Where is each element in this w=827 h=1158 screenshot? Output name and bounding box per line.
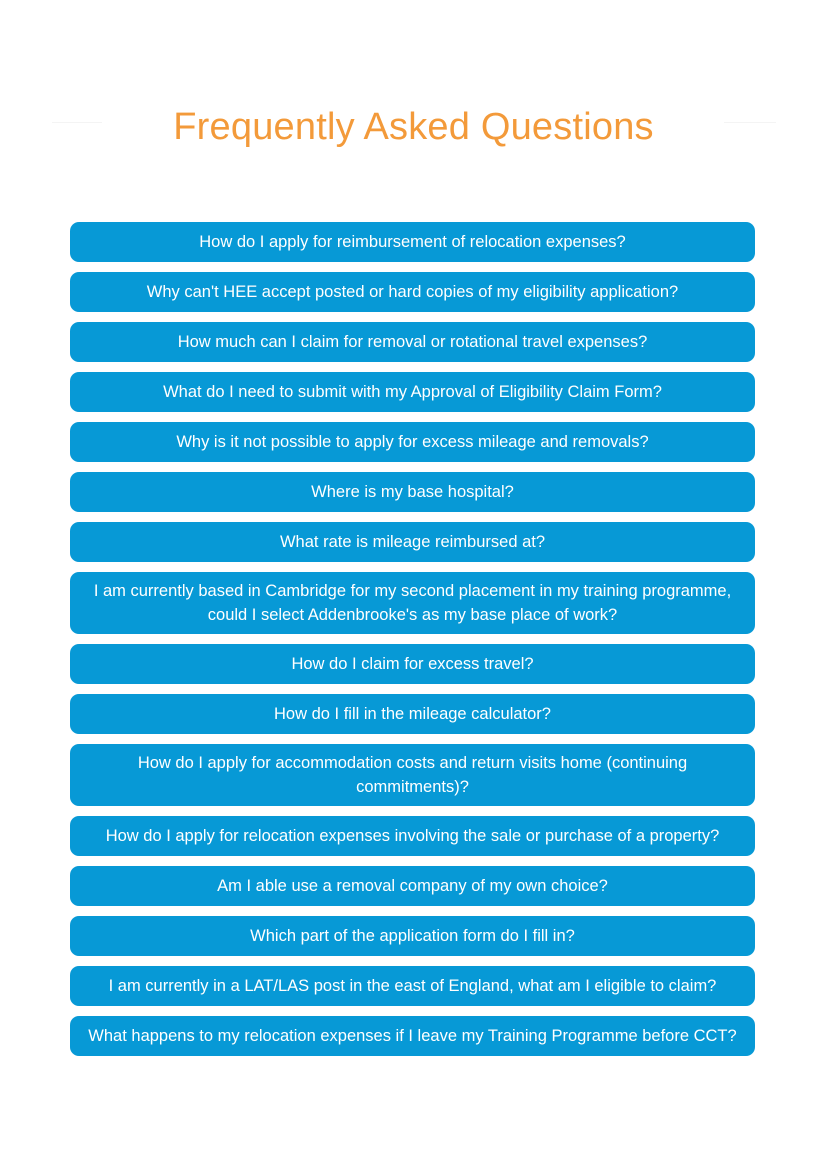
faq-question-removal-company[interactable]: Am I able use a removal company of my own choice? (70, 866, 755, 906)
faq-question-mileage-calculator[interactable]: How do I fill in the mileage calculator? (70, 694, 755, 734)
faq-question-cambridge-base[interactable]: I am currently based in Cambridge for my second placement in my training programme, could I select Addenbrooke's as my base place of work? (70, 572, 755, 634)
faq-question-posted-copies[interactable]: Why can't HEE accept posted or hard copies of my eligibility application? (70, 272, 755, 312)
faq-question-leave-before-cct[interactable]: What happens to my relocation expenses if I leave my Training Programme before CCT? (70, 1016, 755, 1056)
faq-question-accommodation-costs[interactable]: How do I apply for accommodation costs and return visits home (continuing commitments)? (70, 744, 755, 806)
faq-question-base-hospital[interactable]: Where is my base hospital? (70, 472, 755, 512)
faq-question-removal-rotational-travel[interactable]: How much can I claim for removal or rotational travel expenses? (70, 322, 755, 362)
page-title: Frequently Asked Questions (173, 106, 654, 148)
faq-question-property-sale-purchase[interactable]: How do I apply for relocation expenses involving the sale or purchase of a property? (70, 816, 755, 856)
faq-question-approval-claim-form[interactable]: What do I need to submit with my Approval of Eligibility Claim Form? (70, 372, 755, 412)
faq-question-excess-travel[interactable]: How do I claim for excess travel? (70, 644, 755, 684)
faq-question-mileage-rate[interactable]: What rate is mileage reimbursed at? (70, 522, 755, 562)
faq-question-application-form-part[interactable]: Which part of the application form do I fill in? (70, 916, 755, 956)
faq-question-apply-reimbursement[interactable]: How do I apply for reimbursement of relocation expenses? (70, 222, 755, 262)
faq-question-lat-las-post[interactable]: I am currently in a LAT/LAS post in the east of England, what am I eligible to claim? (70, 966, 755, 1006)
faq-question-excess-mileage-removals[interactable]: Why is it not possible to apply for excess mileage and removals? (70, 422, 755, 462)
faq-list (70, 222, 755, 1066)
